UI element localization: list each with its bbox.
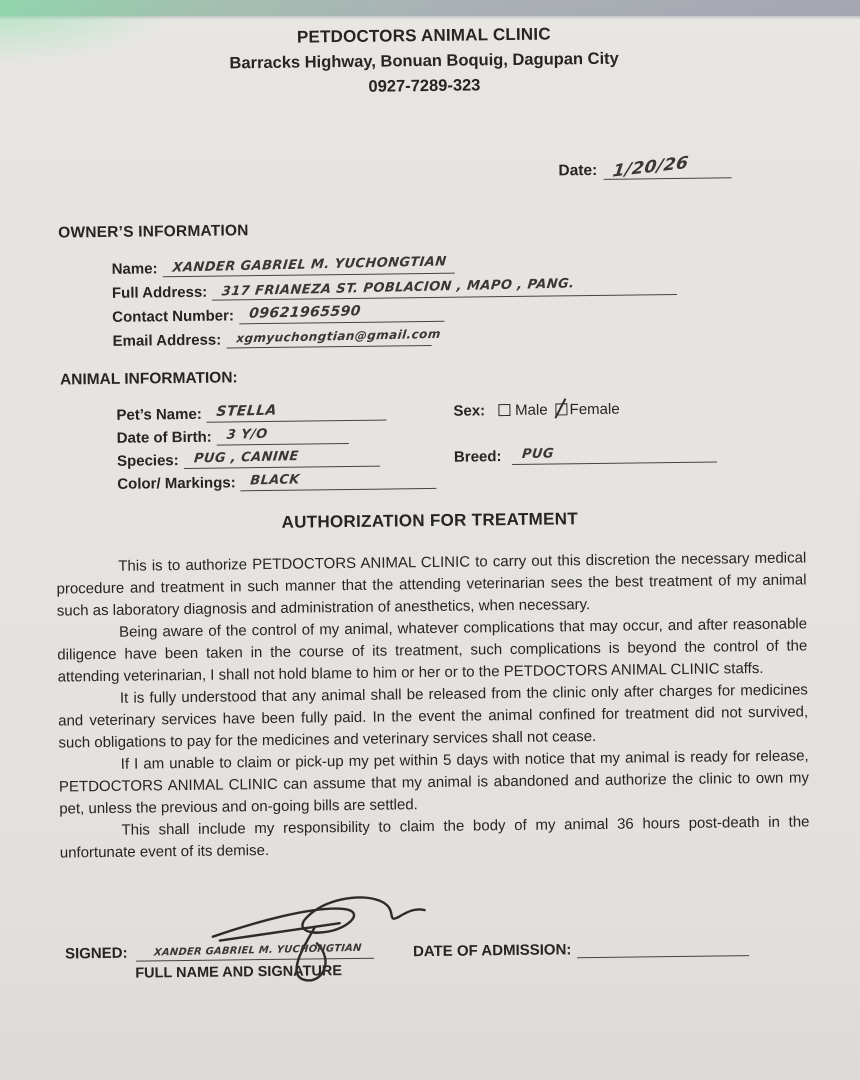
authorization-body [56,547,810,864]
female-checkbox-checked [556,403,568,415]
date-label: Date: [558,161,598,180]
animal-section-heading: ANIMAL INFORMATION: [59,369,238,389]
admission-field [413,936,750,960]
owner-name-row [112,253,677,278]
species-value: PUG , CANINE [192,449,300,467]
owner-name-underline [162,254,454,278]
authorization-paragraph: This is to authorize PETDOCTORS ANIMAL CLINIC to carry out this discretion the necessary medical procedure and treatment in such manner that the attending veterinarian sees the best treatment of my animal such as laboratory diagnosis and administration of anesthetics, when necessary. [56,549,807,620]
owner-name-label: Name: [111,260,158,278]
pet-name-row [116,398,756,424]
color-markings-value: BLACK [249,472,301,489]
breed-field [454,442,717,465]
signed-label: SIGNED: [64,944,128,963]
breed-underline [511,442,716,465]
pet-name-underline [207,401,387,423]
date-underline [603,152,731,182]
fullname-caption: FULL NAME AND SIGNATURE [135,963,343,982]
sex-label: Sex: [453,402,486,420]
color-markings-underline [241,469,437,491]
owner-email-value: xgmyuchongtian@gmail.com [235,326,442,346]
owner-contact-value: 09621965590 [248,303,362,322]
admission-label: DATE OF ADMISSION: [412,941,572,961]
admission-underline [577,936,749,958]
signed-underline [135,939,373,962]
owner-email-row [112,325,677,350]
owner-address-row [112,277,677,302]
date-value: 1/20/26 [611,152,690,182]
owner-contact-row [112,301,677,326]
pet-name-label: Pet’s Name: [116,405,202,424]
owner-address-label: Full Address: [111,283,208,302]
owner-section-heading: OWNER’S INFORMATION [58,222,249,242]
dob-value: 3 Y/O [225,426,269,443]
owner-name-value: XANDER GABRIEL M. YUCHONGTIAN [171,254,448,276]
authorization-paragraph: This shall include my responsibility to claim the body of my animal 36 hours post-death in the unfortunate event of its demise. [59,813,810,862]
date-field [558,152,731,182]
owner-fields [112,253,678,356]
animal-fields [116,398,757,498]
authorization-paragraph: Being aware of the control of my animal, whatever complications that may occur, and after reasonable diligence have been taken in the course of its treatment, such complications is beyond the control of the attending veterinarian, I shall not hold blame to him or her or to the PETDOCTORS ANIMAL CLINIC staffs. [57,615,808,686]
owner-address-value: 317 FRIANEZA ST. POBLACION , MAPO , PANG. [221,276,576,300]
species-label: Species: [116,452,179,470]
signature-footer [65,933,811,1032]
color-markings-label: Color/ Markings: [117,474,236,493]
clinic-phone: 0927-7289-323 [368,76,481,96]
owner-contact-label: Contact Number: [112,307,235,326]
breed-label: Breed: [453,448,502,466]
female-label: Female [569,400,620,419]
dob-underline [217,424,349,446]
owner-email-label: Email Address: [112,331,222,350]
clinic-name: PETDOCTORS ANIMAL CLINIC [296,24,551,47]
owner-email-underline [226,326,442,349]
authorization-paragraph: It is fully understood that any animal shall be released from the clinic only after charges for medicines and veterinary services have been fully paid. In the event the animal confined for treatment did not survived, such obligations to pay for the medicines and veterinary services shall not cease. [58,681,809,752]
authorization-paragraph: If I am unable to claim or pick-up my pet within 5 days with notice that my animal is ready for release, PETDOCTORS ANIMAL CLINIC can assume that my animal is abandoned and authorize the clinic to own my pet, unless the previous and on-going bills are settled. [58,747,810,818]
pet-name-value: STELLA [215,402,278,420]
species-underline [184,447,380,469]
species-row [117,444,757,470]
dob-label: Date of Birth: [116,428,212,447]
sex-field [453,401,619,420]
clinic-address: Barracks Highway, Bonuan Boquig, Dagupan City [229,49,619,73]
authorization-title: AUTHORIZATION FOR TREATMENT [281,509,579,532]
signed-name-value: XANDER GABRIEL M. YUCHONGTIAN [153,942,362,959]
owner-contact-underline [239,302,444,325]
color-row [117,467,757,493]
owner-address-underline [212,275,677,301]
clinic-header [0,21,855,102]
male-label: Male [515,401,548,419]
male-checkbox [498,404,510,416]
breed-value: PUG [520,446,555,463]
